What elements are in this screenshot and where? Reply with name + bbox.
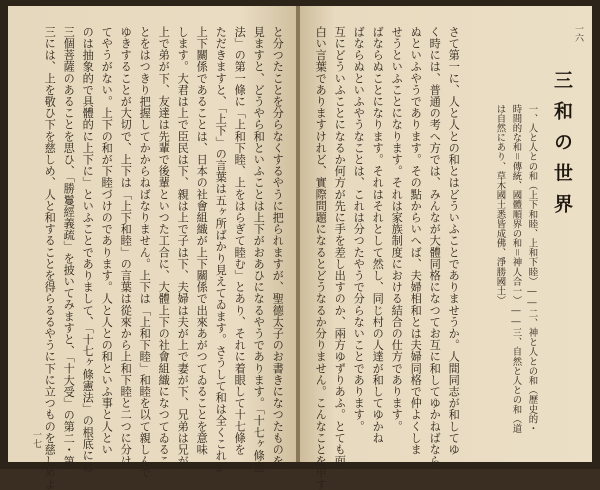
left-column-1: と分つたことを分らなくするやうに把られますが、聖德太子のお書きになつたものを bbox=[271, 26, 285, 467]
right-column-2: く時には、普通の考へ方では、みんなが大體同格になつてお互に和してゆかねばなら bbox=[428, 26, 442, 467]
left-column-5: 上下關係であることは、日本の社會組織が上下關係で出來あがつてゐることを意味 bbox=[195, 26, 209, 456]
summary-note-line-2: 時間的な和＝傳統、國體順界の和＝神人合一）――三、自然と人との和（道 bbox=[510, 104, 522, 434]
right-column-3: ぬといふやうであります。その點からいへば、夫婦相和とは夫婦同格で仲よくしま bbox=[409, 26, 423, 456]
right-page-number: 一六 bbox=[573, 24, 583, 42]
right-column-5: ばならぬことになります。それはそれとして然し、同じ村の人達が和してゆかね bbox=[371, 26, 385, 444]
left-column-2: 見ますと、どうやら和といふことは上下がおあひになるやうであります。「十七ヶ條憲 bbox=[252, 26, 266, 473]
left-column-9: ゆきすることが大切で、上下は「上下和睦」の言葉は從來から上和下睦と二つに分け bbox=[119, 26, 133, 467]
left-column-13: 三には、上を敬ひ下を慈しめ、人と和することを得らるるやうに下に立つものを慈しめよ bbox=[43, 26, 57, 490]
right-column-7: 互にどういふことになるか何方が先に手を差し出すのか、兩方ゆずりあふ。とても面 bbox=[333, 26, 347, 467]
left-column-10: てやうがない。上下の和が下睦づけのであります。人と人との和といふ事と人とい bbox=[100, 26, 114, 456]
left-page-number: 一七 bbox=[31, 430, 41, 448]
left-column-11: のは抽象的で具體的に上下に」といふことでありまして、「十七ヶ條憲法」の根底には bbox=[81, 26, 95, 473]
right-column-4: せうといふことになります。それは家族制度における結合の仕方であります。 bbox=[390, 26, 404, 432]
chapter-title: 三和の世界 bbox=[551, 70, 573, 225]
left-column-12: 三個菩薩のあることを思ひ、「勝鬘經義疏」を披いてみますと、「十大受」の第二・第 bbox=[62, 26, 76, 468]
left-column-3: 法」の第一條に「上和下睦、上をはらぎて睦む」とあり、それに着眼して十七條を bbox=[233, 26, 247, 456]
left-column-8: とをはつきり把握してかからねばなりません。上下は「上和下睦」和睦を以て親しんで bbox=[138, 26, 152, 479]
left-column-4: ただきますと、「上下」の言葉は五ヶ所ばかり見えてゐます。さうして和は全くこれが bbox=[214, 26, 228, 473]
summary-note-line-1: 一、人と人との和（上下和睦、上和下睦）――二、神と人との和（歷史的・ bbox=[526, 104, 538, 434]
left-column-7: 上で弟が下、友達は先輩で後輩といつた工合に、大體上下の社會組織になつてゐるこ bbox=[157, 26, 171, 467]
right-column-1: さて第一に、人と人との和とはどういふことでありませうか。人間同志が和してゆ bbox=[447, 26, 461, 456]
right-column-6: ばならぬといふやうなことは、これは分つたやうで分らないことであります。 bbox=[352, 26, 366, 432]
left-column-6: します。大君は上で臣民は下、親は上で子は下、夫婦は夫が上で妻が下、兄弟は兄が bbox=[176, 26, 190, 467]
right-column-8: 白い言葉でありますけれど、實際問題になるとどうなるか分りません。こんなことを申す bbox=[314, 26, 328, 490]
summary-note-line-3: は自然にあり、草木國土悉皆成佛、淨勝國土） bbox=[494, 104, 506, 306]
